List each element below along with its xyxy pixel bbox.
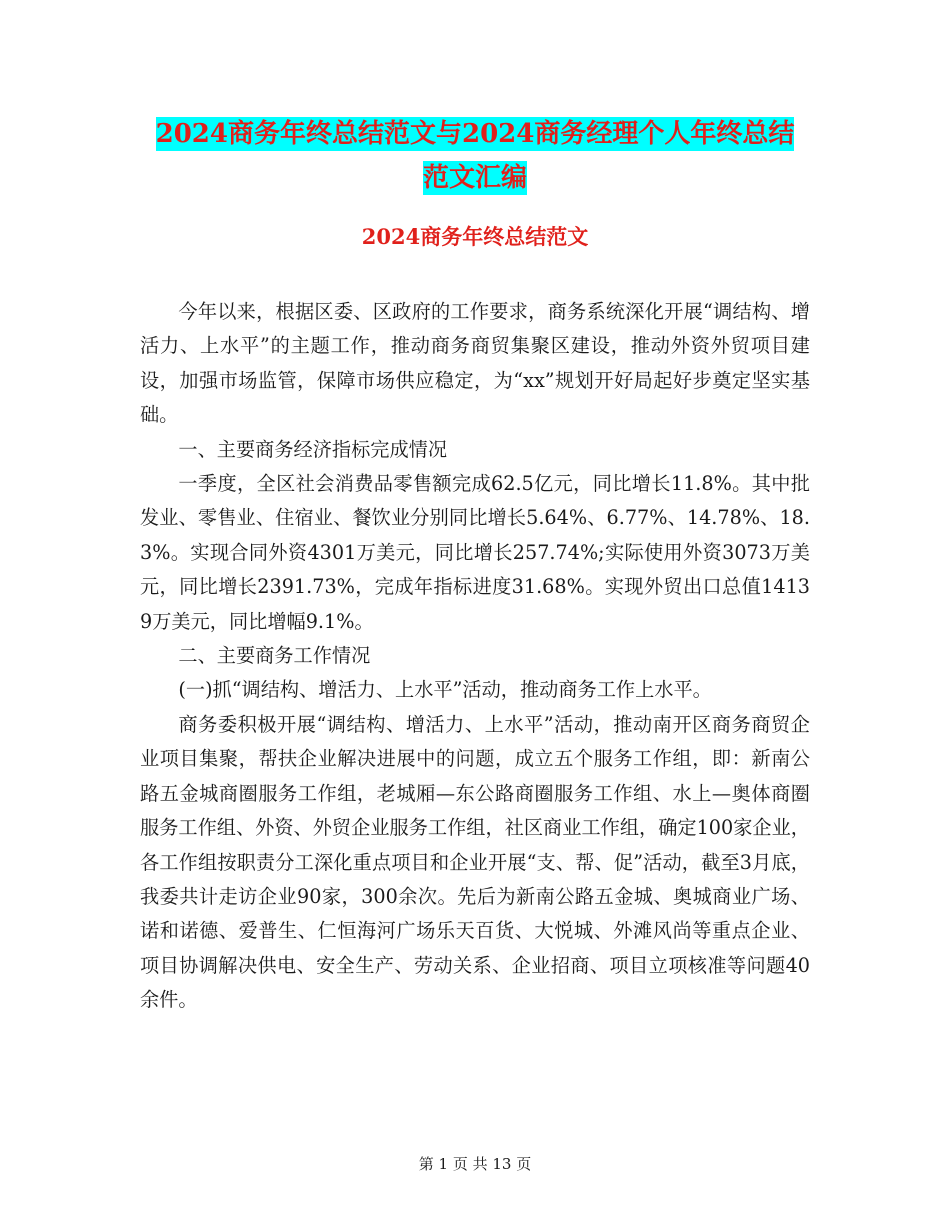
page-footer: 第 1 页 共 13 页 [418, 1155, 532, 1173]
heading-work: 二、主要商务工作情况 [178, 644, 371, 668]
subheading-activity: (一)抓“调结构、增活力、上水平”活动，推动商务工作上水平。 [178, 678, 712, 702]
document-title-line-2: 范文汇编 [422, 163, 527, 193]
document-title [140, 112, 810, 200]
paragraph-activity: 商务委积极开展“调结构、增活力、上水平”活动，推动南开区商务商贸企业项目集聚，帮扶企业解决进展中的问题，成立五个服务工作组，即：新南公路五金城商圈服务工作组，老城厢—东公路商圈服务工作组、水上—奥体商圈服务工作组、外资、外贸企业服务工作组，社区商业工作组，确定100家企业，各工作组按职责分工深化重点项目和企业开展“支、帮、促”活动，截至3月底，我委共计走访企业90家，300余次。先后为新南公路五金城、奥城商业广场、诺和诺德、爱普生、仁恒海河广场乐天百货、大悦城、外滩风尚等重点企业、项目协调解决供电、安全生产、劳动关系、企业招商、项目立项核准等问题40余件。 [140, 712, 810, 1012]
heading-indicators: 一、主要商务经济指标完成情况 [178, 437, 448, 461]
document-body [140, 295, 810, 1018]
document-title-line-1: 2024商务年终总结范文与2024商务经理个人年终总结 [155, 119, 795, 149]
paragraph-indicators: 一季度，全区社会消费品零售额完成62.5亿元，同比增长11.8%。其中批发业、零售业、住宿业、餐饮业分别同比增长5.64%、6.77%、14.78%、18.3%。实现合同外资4301万美元，同比增长257.74%;实际使用外资3073万美元，同比增长2391.73%，完成年指标进度31.68%。实现外贸出口总值14139万美元，同比增幅9.1%。 [140, 472, 810, 633]
section-title: 2024商务年终总结范文 [361, 224, 589, 249]
paragraph-intro: 今年以来，根据区委、区政府的工作要求，商务系统深化开展“调结构、增活力、上水平”的主题工作，推动商务商贸集聚区建设，推动外资外贸项目建设，加强市场监管，保障市场供应稳定，为“xx”规划开好局起好步奠定坚实基础。 [140, 300, 810, 427]
